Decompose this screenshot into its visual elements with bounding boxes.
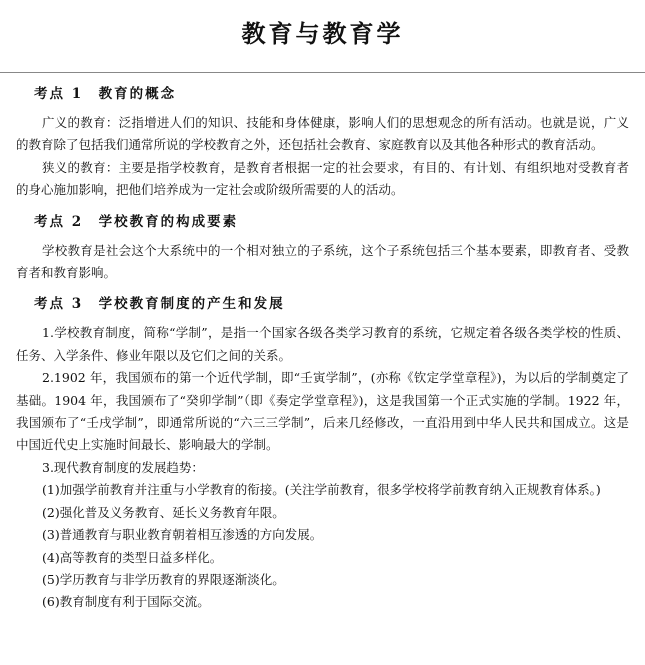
section-3-paragraph-2: 2.1902 年，我国颁布的第一个近代学制，即“壬寅学制”，(亦称《钦定学堂章程》)，为以后的学制奠定了基础。1904 年，我国颁布了“癸卯学制”（即《奏定学堂章程》)，这是我国第一个正式实施的学制。1922 年，我国颁布了“壬戌学制”，即通常所说的“六三三学制”，后来几经修改，一直沿用到中华人民共和国成立。这是中国近代史上实施时间最长、影响最大的学制。 bbox=[16, 370, 629, 453]
section-1-paragraph-1: 广义的教育：泛指增进人们的知识、技能和身体健康，影响人们的思想观念的所有活动。也就是说，广义的教育除了包括我们通常所说的学校教育之外，还包括社会教育、家庭教育以及其他各种形式的教育活动。 bbox=[16, 115, 629, 153]
trend-list bbox=[16, 479, 629, 613]
section-3-paragraph-1: 1.学校教育制度，简称“学制”，是指一个国家各级各类学习教育的系统，它规定着各级各类学校的性质、任务、入学条件、修业年限以及它们之间的关系。 bbox=[16, 325, 629, 363]
section-2-paragraph-1: 学校教育是社会这个大系统中的一个相对独立的子系统，这个子系统包括三个基本要素，即教育者、受教育者和教育影响。 bbox=[16, 242, 629, 281]
section-heading-2: 考点 2 学校教育的构成要素 bbox=[34, 213, 239, 230]
section-heading-3: 考点 3 学校教育制度的产生和发展 bbox=[34, 296, 285, 313]
title-divider bbox=[0, 72, 645, 73]
list-item: (6)教育制度有利于国际交流。 bbox=[42, 594, 210, 610]
list-item: (2)强化普及义务教育、延长义务教育年限。 bbox=[42, 504, 285, 520]
section-1-paragraph-2: 狭义的教育：主要是指学校教育，是教育者根据一定的社会要求，有目的、有计划、有组织地对受教育者的身心施加影响，把他们培养成为一定社会或阶级所需要的人的活动。 bbox=[16, 159, 629, 198]
section-heading-1: 考点 1 教育的概念 bbox=[34, 86, 177, 102]
list-item: (1)加强学前教育并注重与小学教育的衔接。(关注学前教育，很多学校将学前教育纳入正规教育体系。) bbox=[42, 482, 601, 498]
section-3-paragraph-3: 3.现代教育制度的发展趋势： bbox=[42, 459, 204, 475]
page-title: 教育与教育学 bbox=[241, 19, 404, 48]
list-item: (5)学历教育与非学历教育的界限逐渐淡化。 bbox=[42, 571, 285, 587]
list-item: (3)普通教育与职业教育朝着相互渗透的方向发展。 bbox=[42, 527, 323, 543]
list-item: (4)高等教育的类型日益多样化。 bbox=[42, 549, 223, 565]
